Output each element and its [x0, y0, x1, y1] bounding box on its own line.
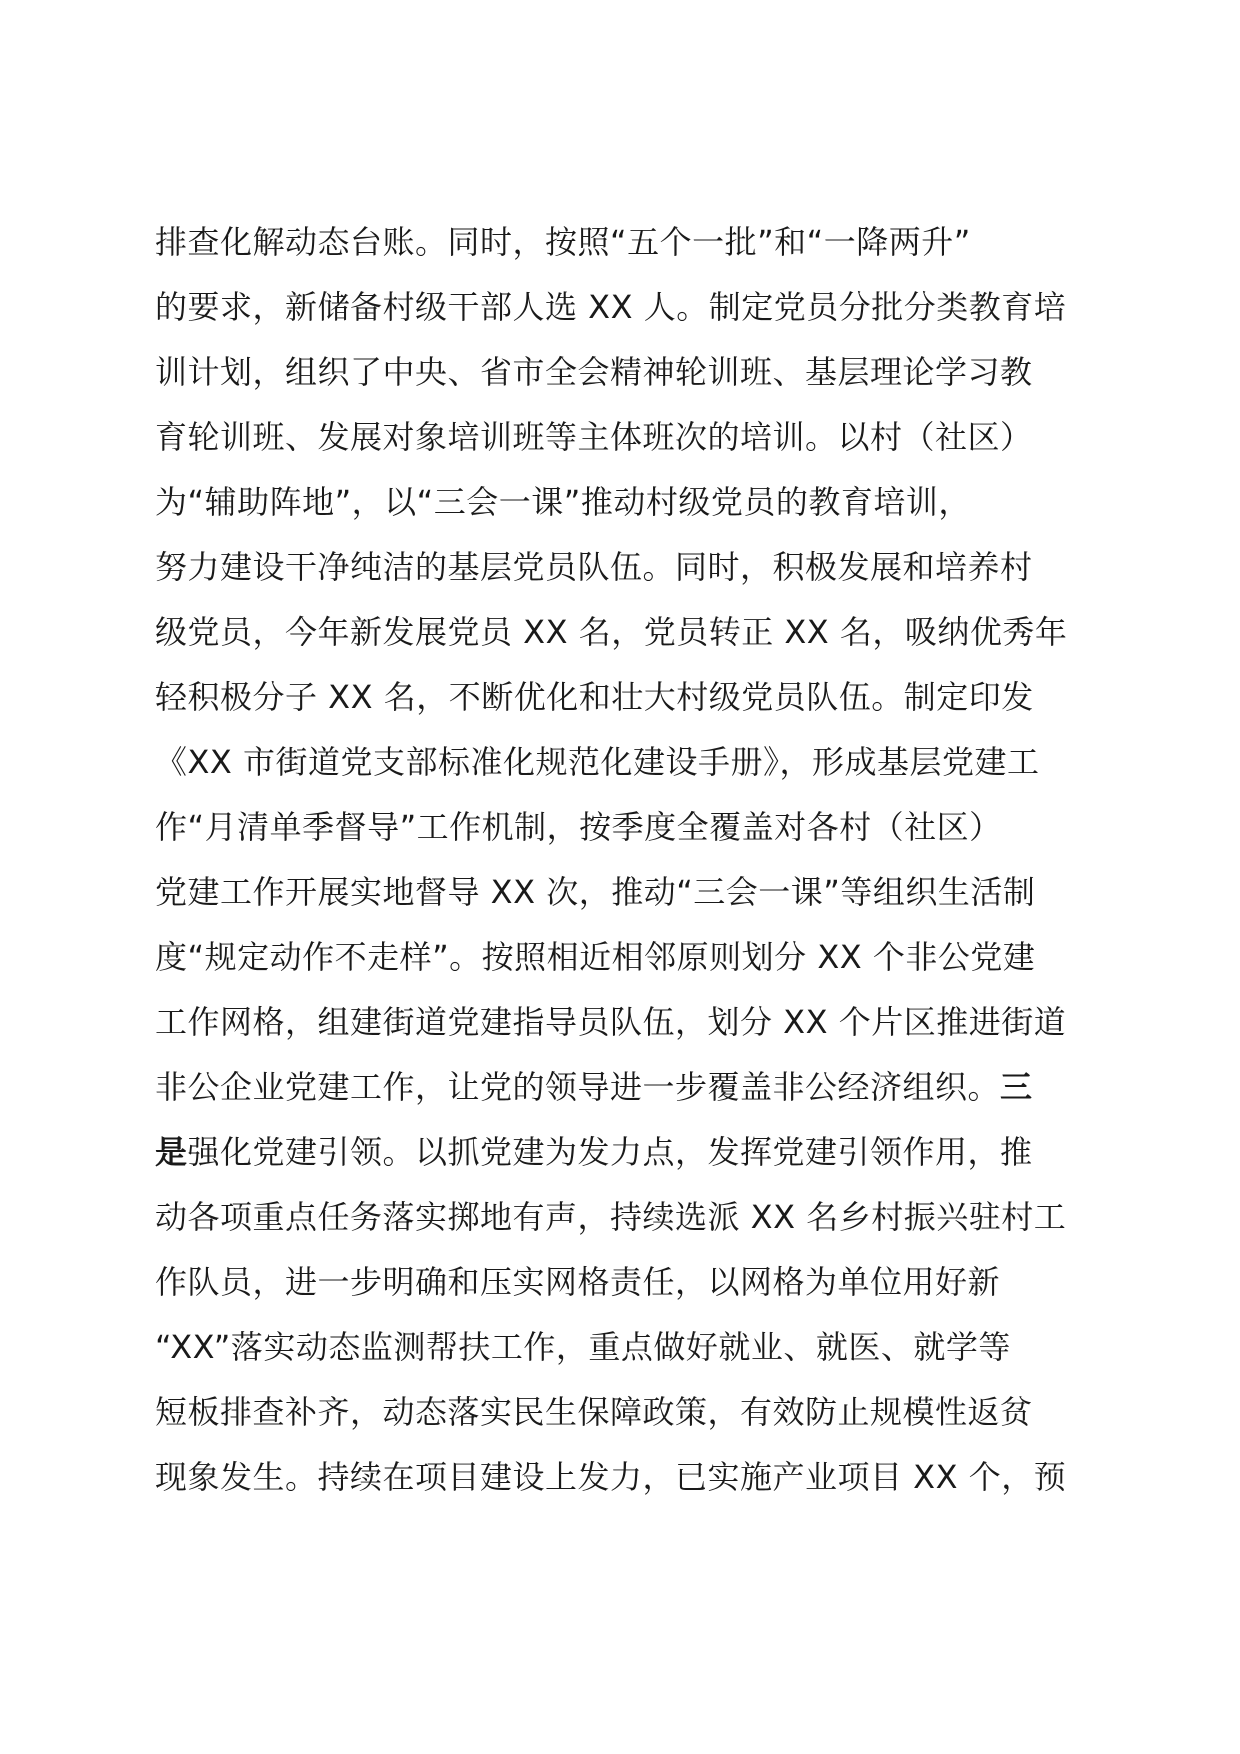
- text-line-5: [155, 470, 1095, 535]
- text-line-20-content: 现象发生。持续在项目建设上发力，已实施产业项目 XX 个，预: [155, 1458, 1067, 1496]
- text-line-10-content: 作“月清单季督导”工作机制，按季度全覆盖对各村（社区）: [155, 808, 1002, 846]
- text-line-2-content: 的要求，新储备村级干部人选 XX 人。制定党员分批分类教育培: [155, 288, 1067, 326]
- text-line-18: [155, 1315, 1095, 1380]
- text-line-13: [155, 990, 1095, 1055]
- text-line-19-content: 短板排查补齐，动态落实民生保障政策，有效防止规模性返贫: [155, 1393, 1033, 1431]
- text-line-3-content: 训计划，组织了中央、省市全会精神轮训班、基层理论学习教: [155, 353, 1033, 391]
- text-line-14-content: 非公企业党建工作，让党的领导进一步覆盖非公经济组织。: [155, 1068, 1001, 1106]
- text-line-11: [155, 860, 1095, 925]
- text-line-9-content: 《XX 市街道党支部标准化规范化建设手册》，形成基层党建工: [155, 743, 1040, 781]
- text-line-8: [155, 665, 1095, 730]
- bold-heading-marker-start: 三: [1000, 1068, 1033, 1106]
- text-line-7-content: 级党员，今年新发展党员 XX 名，党员转正 XX 名，吸纳优秀年: [155, 613, 1068, 651]
- text-line-15: [155, 1120, 1095, 1185]
- text-line-19: [155, 1380, 1095, 1445]
- text-line-3: [155, 340, 1095, 405]
- text-line-1: [155, 210, 1095, 275]
- text-line-8-content: 轻积极分子 XX 名，不断优化和壮大村级党员队伍。制定印发: [155, 678, 1034, 716]
- text-line-6: [155, 535, 1095, 600]
- text-line-12: [155, 925, 1095, 990]
- text-line-18-content: “XX”落实动态监测帮扶工作，重点做好就业、就医、就学等: [155, 1328, 1011, 1366]
- text-line-4: [155, 405, 1095, 470]
- text-line-16-content: 动各项重点任务落实掷地有声，持续选派 XX 名乡村振兴驻村工: [155, 1198, 1067, 1236]
- text-line-4-content: 育轮训班、发展对象培训班等主体班次的培训。以村（社区）: [155, 418, 1033, 456]
- text-line-9: [155, 730, 1095, 795]
- bold-heading-marker-end: 是: [155, 1133, 188, 1171]
- text-line-15-content: 强化党建引领。以抓党建为发力点，发挥党建引领作用，推: [187, 1133, 1033, 1171]
- text-line-16: [155, 1185, 1095, 1250]
- text-line-14: [155, 1055, 1095, 1120]
- body-text: [155, 210, 1095, 1510]
- text-line-12-content: 度“规定动作不走样”。按照相近相邻原则划分 XX 个非公党建: [155, 938, 1036, 976]
- text-line-1-content: 排查化解动态台账。同时，按照“五个一批”和“一降两升”: [155, 223, 971, 261]
- text-line-17: [155, 1250, 1095, 1315]
- text-line-10: [155, 795, 1095, 860]
- text-line-2: [155, 275, 1095, 340]
- text-line-6-content: 努力建设干净纯洁的基层党员队伍。同时，积极发展和培养村: [155, 548, 1033, 586]
- text-line-11-content: 党建工作开展实地督导 XX 次，推动“三会一课”等组织生活制: [155, 873, 1036, 911]
- text-line-20: [155, 1445, 1095, 1510]
- text-line-13-content: 工作网格，组建街道党建指导员队伍，划分 XX 个片区推进街道: [155, 1003, 1067, 1041]
- text-line-17-content: 作队员，进一步明确和压实网格责任，以网格为单位用好新: [155, 1263, 1001, 1301]
- text-line-7: [155, 600, 1095, 665]
- text-line-5-content: 为“辅助阵地”，以“三会一课”推动村级党员的教育培训，: [155, 483, 971, 521]
